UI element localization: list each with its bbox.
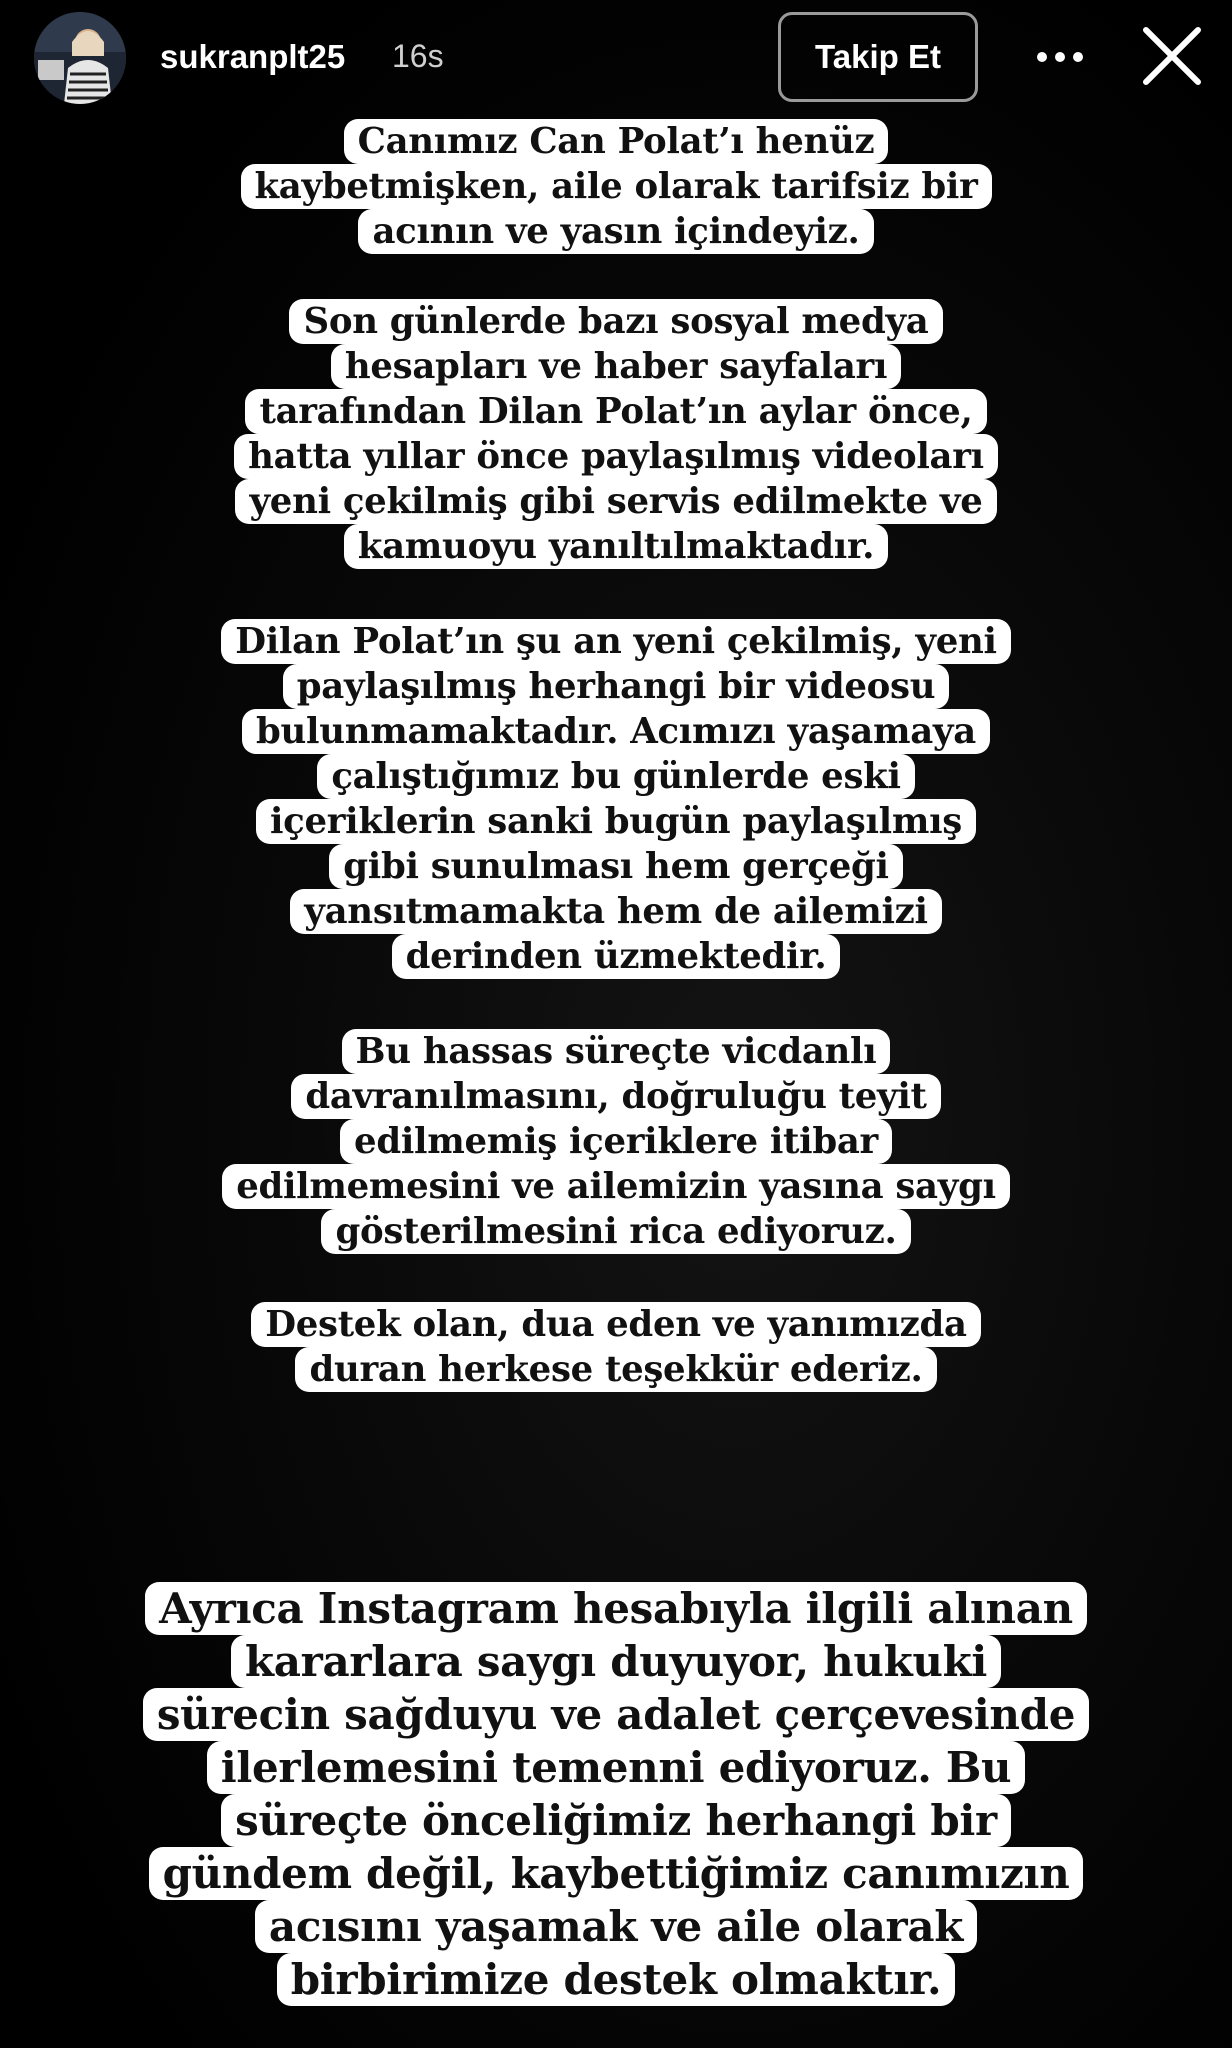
text-line: Son günlerde bazı sosyal medya	[289, 299, 942, 344]
post-time: 16s	[392, 38, 444, 74]
text-line: paylaşılmış herhangi bir videosu	[283, 664, 949, 709]
text-line: süreçte önceliğimiz herhangi bir	[221, 1794, 1011, 1847]
avatar-image	[34, 12, 126, 104]
text-line: gibi sunulması hem gerçeği	[329, 844, 902, 889]
story-text-block	[0, 1302, 1232, 1392]
text-line: hesapları ve haber sayfaları	[331, 344, 901, 389]
story-header	[0, 0, 1232, 120]
close-icon	[1138, 22, 1206, 90]
text-line: derinden üzmektedir.	[392, 934, 841, 979]
text-line: sürecin sağduyu ve adalet çerçevesinde	[143, 1688, 1089, 1741]
dot-icon	[1055, 52, 1065, 62]
text-line: Canımız Can Polat’ı henüz	[344, 119, 889, 164]
story-text-block	[0, 1582, 1232, 2006]
text-line: edilmemesini ve ailemizin yasına saygı	[222, 1164, 1010, 1209]
text-line: acısını yaşamak ve aile olarak	[255, 1900, 977, 1953]
text-line: yeni çekilmiş gibi servis edilmekte ve	[235, 479, 996, 524]
text-line: edilmemiş içeriklere itibar	[340, 1119, 892, 1164]
text-line: acının ve yasın içindeyiz.	[358, 209, 873, 254]
text-line: Dilan Polat’ın şu an yeni çekilmiş, yeni	[221, 619, 1010, 664]
text-line: kaybetmişken, aile olarak tarifsiz bir	[241, 164, 992, 209]
text-line: Bu hassas süreçte vicdanlı	[342, 1029, 891, 1074]
text-line: gündem değil, kaybettiğimiz canımızın	[149, 1847, 1084, 1900]
text-line: kararlara saygı duyuyor, hukuki	[231, 1635, 1001, 1688]
dot-icon	[1073, 52, 1083, 62]
text-line: bulunmamaktadır. Acımızı yaşamaya	[242, 709, 990, 754]
text-line: birbirimize destek olmaktır.	[277, 1953, 956, 2006]
story-text-block	[0, 119, 1232, 254]
text-line: yansıtmamakta hem de ailemizi	[290, 889, 941, 934]
close-button[interactable]	[1138, 22, 1206, 90]
dot-icon	[1037, 52, 1047, 62]
text-line: içeriklerin sanki bugün paylaşılmış	[256, 799, 976, 844]
follow-button[interactable]: Takip Et	[778, 12, 978, 102]
text-line: gösterilmesini rica ediyoruz.	[321, 1209, 910, 1254]
story-text-block	[0, 299, 1232, 569]
text-line: Destek olan, dua eden ve yanımızda	[251, 1302, 980, 1347]
more-options-button[interactable]	[1030, 32, 1090, 82]
username[interactable]: sukranplt25	[160, 38, 346, 75]
story-text-block	[0, 619, 1232, 979]
text-line: çalıştığımız bu günlerde eski	[317, 754, 914, 799]
text-line: davranılmasını, doğruluğu teyit	[291, 1074, 940, 1119]
story-text-block	[0, 1029, 1232, 1254]
text-line: ilerlemesini temenni ediyoruz. Bu	[207, 1741, 1026, 1794]
text-line: hatta yıllar önce paylaşılmış videoları	[234, 434, 998, 479]
text-line: duran herkese teşekkür ederiz.	[295, 1347, 936, 1392]
text-line: kamuoyu yanıltılmaktadır.	[344, 524, 888, 569]
profile-avatar[interactable]	[34, 12, 126, 104]
text-line: tarafından Dilan Polat’ın aylar önce,	[245, 389, 986, 434]
text-line: Ayrıca Instagram hesabıyla ilgili alınan	[145, 1582, 1087, 1635]
